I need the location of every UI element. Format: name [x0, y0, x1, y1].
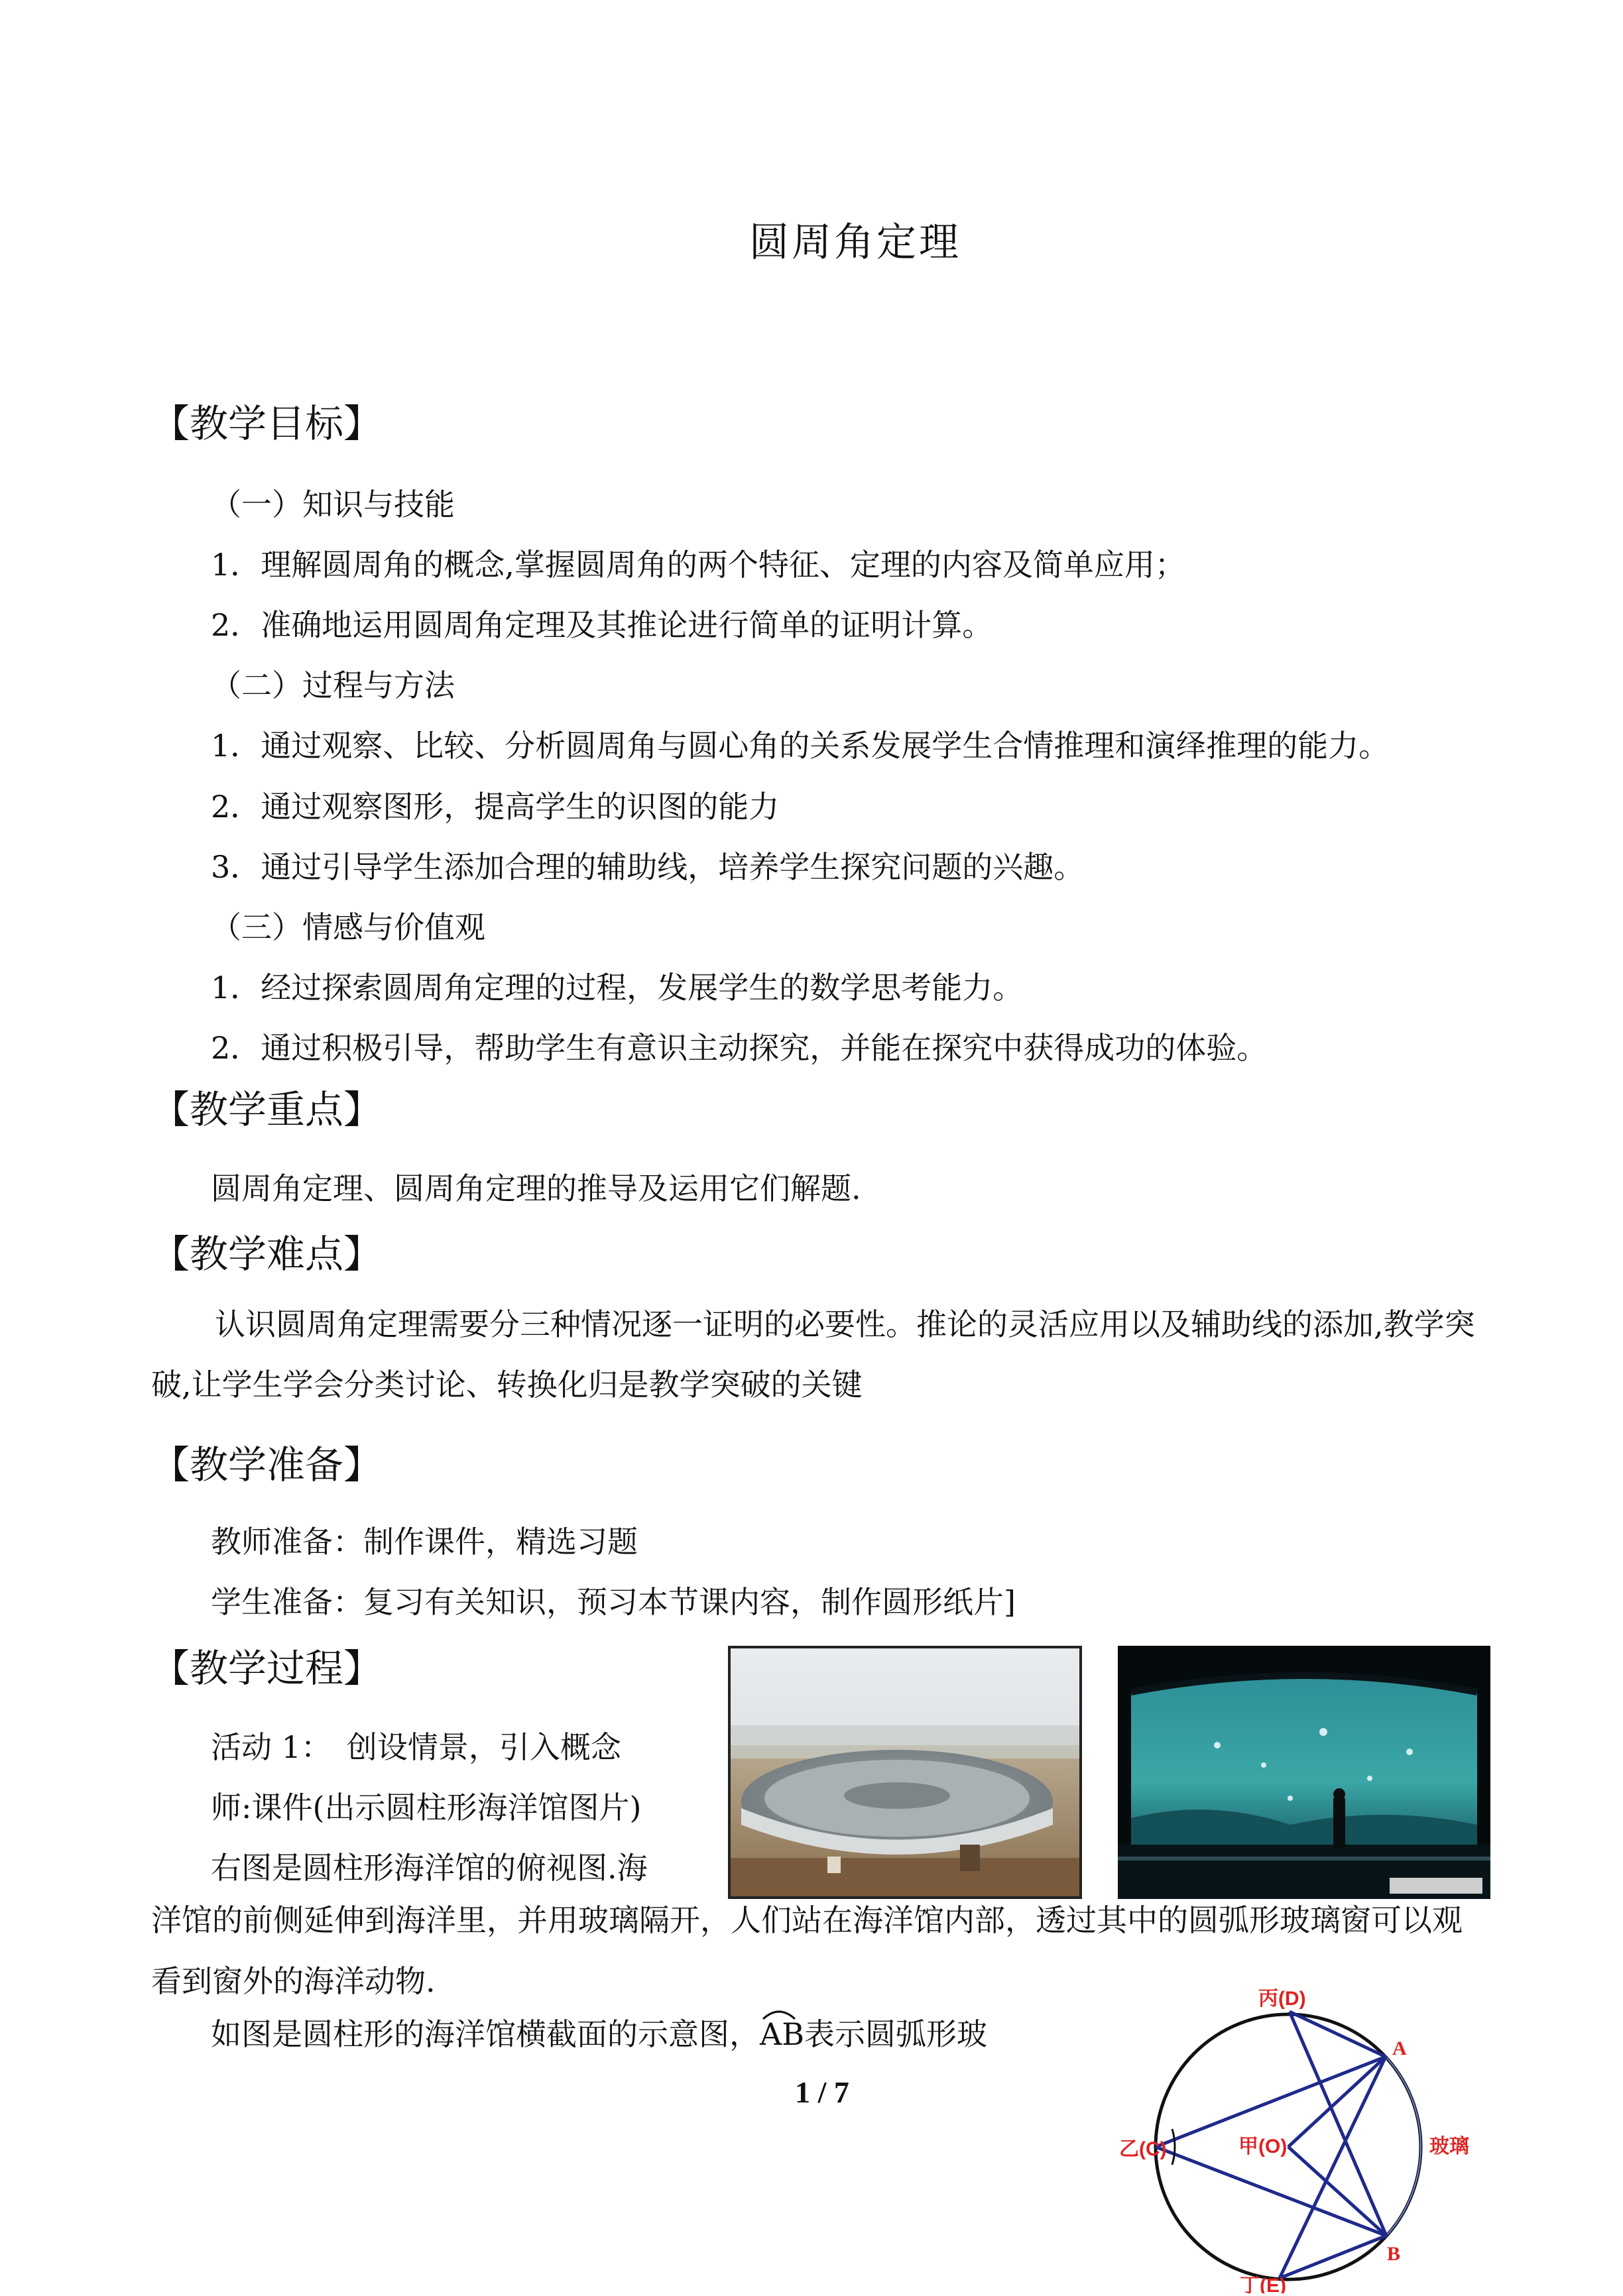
page-number: 1 / 7: [795, 2075, 849, 2109]
difficult-text: 认识圆周角定理需要分三种情况逐一证明的必要性。推论的灵活应用以及辅助线的添加,教学突破,让学生学会分类讨论、转换化归是教学突破的关键: [151, 1306, 1475, 1403]
arc-mark-icon: [761, 2008, 797, 2020]
paragraph-1-rest: 洋馆的前侧延伸到海洋里，并用玻璃隔开，人们站在海洋馆内部，透过其中的圆弧形玻璃窗可以观看到窗外的海洋动物.: [151, 1902, 1463, 1999]
paragraph-2: [211, 2010, 987, 2054]
teacher-line: 师:课件(出示圆柱形海洋馆图片): [211, 1790, 642, 1825]
label-c: 乙(C): [1120, 2138, 1167, 2160]
goal-3-2: 2．通过积极引导，帮助学生有意识主动探究，并能在探究中获得成功的体验。: [211, 1030, 1268, 1066]
label-o: 甲(O): [1238, 2136, 1288, 2157]
paragraph-2-after: 表示圆弧形玻: [804, 2016, 988, 2052]
heading-goals: 【教学目标】: [151, 401, 383, 446]
aquarium-aerial-image: [728, 1646, 1082, 1899]
segment-da: [1290, 2012, 1386, 2057]
heading-process: 【教学过程】: [151, 1646, 383, 1691]
heading-key: 【教学重点】: [151, 1087, 383, 1132]
key-text: 圆周角定理、圆周角定理的推导及运用它们解题.: [211, 1171, 861, 1206]
goal-1-2: 2．准确地运用圆周角定理及其推论进行简单的证明计算。: [211, 607, 993, 643]
paragraph-2-before: 如图是圆柱形的海洋馆横截面的示意图，: [211, 2016, 760, 2052]
label-d: 丙(D): [1258, 1988, 1306, 2010]
segment-ea: [1280, 2057, 1386, 2278]
goal-1-1: 1．理解圆周角的概念,掌握圆周角的两个特征、定理的内容及简单应用；: [211, 547, 1185, 583]
activity-1: 活动 1： 创设情景，引入概念: [211, 1729, 621, 1765]
goal-3-1: 1．经过探索圆周角定理的过程，发展学生的数学思考能力。: [211, 970, 1024, 1005]
segment-cb: [1156, 2147, 1386, 2236]
subheading-knowledge: （一）知识与技能: [211, 487, 455, 522]
segment-ca: [1156, 2057, 1386, 2147]
goal-2-1: 1．通过观察、比较、分析圆周角与圆心角的关系发展学生合情推理和演绎推理的能力。: [211, 728, 1390, 764]
prep-teacher: 教师准备：制作课件，精选习题: [211, 1524, 638, 1560]
circle-diagram-svg: [1120, 1982, 1492, 2293]
arc-ab-symbol: [760, 2016, 804, 2052]
page-title: 圆周角定理: [749, 219, 961, 266]
aquarium-inside-photo: [1118, 1646, 1490, 1899]
heading-difficult: 【教学难点】: [151, 1232, 383, 1277]
label-a: A: [1392, 2038, 1407, 2059]
goal-2-2: 2．通过观察图形，提高学生的识图的能力: [211, 789, 780, 825]
goal-2-3: 3．通过引导学生添加合理的辅助线，培养学生探究问题的兴趣。: [211, 849, 1085, 885]
label-e: 丁(E): [1240, 2275, 1286, 2293]
prep-student: 学生准备：复习有关知识，预习本节课内容，制作圆形纸片]: [211, 1584, 1016, 1620]
angle-mark-c: [1172, 2129, 1175, 2165]
aquarium-aerial-photo: [728, 1646, 1082, 1899]
circle-diagram: [1120, 1982, 1492, 2293]
aquarium-inside-image: [1118, 1646, 1490, 1899]
arc-ab-label: AB: [760, 2016, 805, 2052]
label-glass: 玻璃: [1429, 2136, 1469, 2157]
subheading-process: （二）过程与方法: [211, 667, 455, 703]
subheading-values: （三）情感与价值观: [211, 909, 485, 945]
paragraph-1-start: 右图是圆柱形海洋馆的俯视图.海: [211, 1850, 648, 1886]
label-b: B: [1387, 2243, 1401, 2265]
segment-oa: [1288, 2057, 1386, 2147]
heading-prep: 【教学准备】: [151, 1442, 383, 1487]
